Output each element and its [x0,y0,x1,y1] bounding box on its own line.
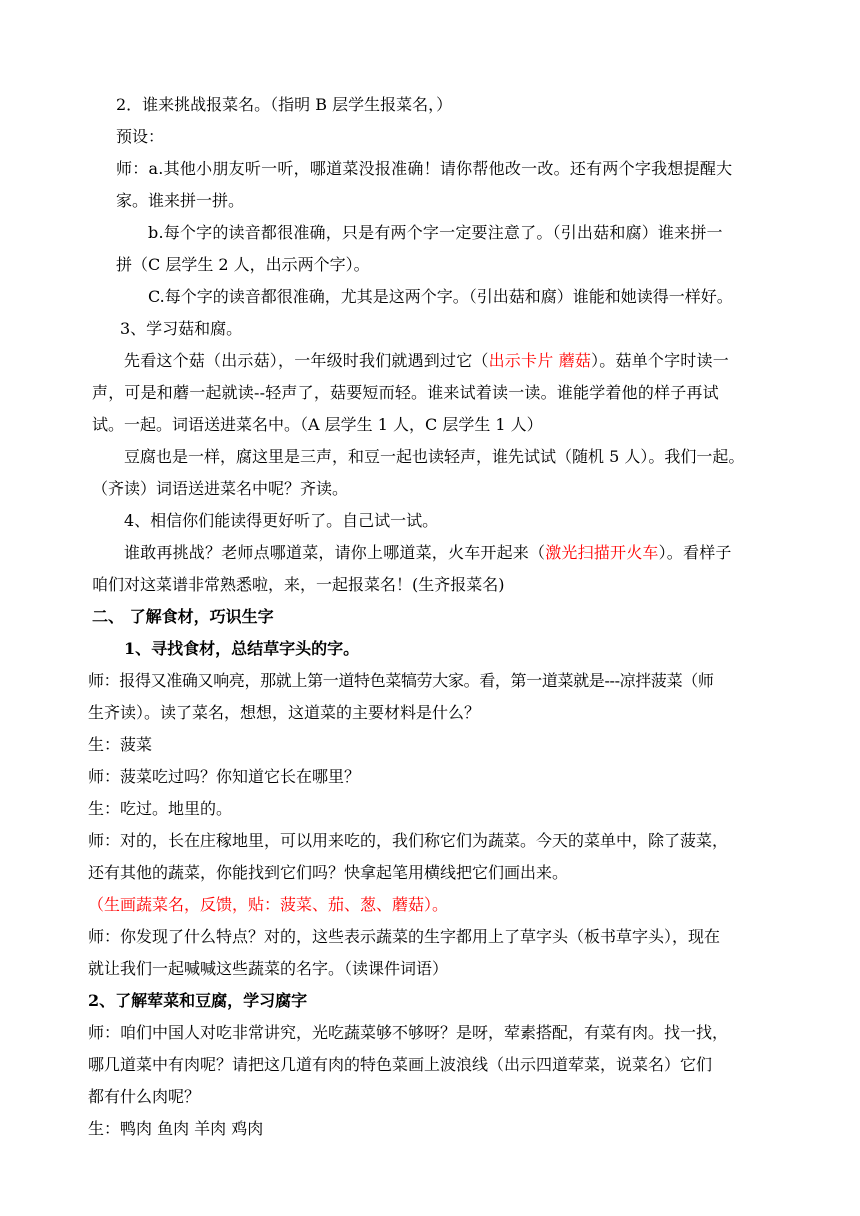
text-line: b.每个字的读音都很准确，只是有两个字一定要注意了。（引出菇和腐）谁来拼一 [148,223,723,242]
text-line: 声，可是和蘑一起就读--轻声了，菇要短而轻。谁来试着读一读。谁能学着他的样子再试 [92,383,719,402]
subsection-heading: 1、寻找食材，总结草字头的字。 [124,639,360,658]
text-line: 试。一起。词语送进菜名中。（A 层学生 1 人，C 层学生 1 人） [92,415,543,434]
text-line: 家。谁来拼一拼。 [116,191,245,210]
text-line: 拼（C 层学生 2 人，出示两个字）。 [116,255,370,274]
text-line: 2．谁来挑战报菜名。（指明 B 层学生报菜名，） [116,95,453,114]
text-span: 谁敢再挑战？老师点哪道菜，请你上哪道菜，火车开起来（ [124,543,546,562]
text-line: 师：菠菜吃过吗？你知道它长在哪里？ [88,767,361,786]
text-line: 就让我们一起喊喊这些蔬菜的名字。（读课件词语） [88,959,449,978]
text-line: 生：吃过。地里的。 [88,799,233,818]
text-span: 先看这个菇（出示菇），一年级时我们就遇到过它（ [124,351,489,370]
section-heading: 4、相信你们能读得更好听了。自己试一试。 [124,511,439,530]
highlight-line: （生画蔬菜名，反馈，贴：菠菜、茄、葱、蘑菇）。 [88,895,449,914]
text-line: 预设： [116,127,165,146]
text-line: 咱们对这菜谱非常熟悉啦，来，一起报菜名！(生齐报菜名) [92,575,505,594]
text-line: 生：菠菜 [88,735,153,754]
text-line: 豆腐也是一样，腐这里是三声，和豆一起也读轻声，谁先试试（随机 5 人）。我们一起。 [124,447,745,466]
text-line: 生：鸭肉 鱼肉 羊肉 鸡肉 [88,1119,264,1138]
text-line: 师：a.其他小朋友听一听，哪道菜没报准确！请你帮他改一改。还有两个字我想提醒大 [116,159,733,178]
subsection-heading: 2、了解荤菜和豆腐，学习腐字 [88,991,308,1010]
text-line: 师：报得又准确又响亮，那就上第一道特色菜犒劳大家。看，第一道菜就是---凉拌菠菜（师 [88,671,714,690]
text-line: 师：对的，长在庄稼地里，可以用来吃的，我们称它们为蔬菜。今天的菜单中，除了菠菜， [88,831,729,850]
text-span: ）。看样子 [658,543,732,562]
text-line: 师：咱们中国人对吃非常讲究，光吃蔬菜够不够呀？是呀，荤素搭配，有菜有肉。找一找， [88,1023,729,1042]
text-line: 哪几道菜中有肉呢？请把这几道有肉的特色菜画上波浪线（出示四道荤菜，说菜名）它们 [88,1055,713,1074]
text-line [124,542,732,564]
section-heading: 二、 了解食材，巧识生字 [92,607,274,626]
text-line: 生齐读）。读了菜名，想想，这道菜的主要材料是什么？ [88,703,481,722]
text-line: （齐读）词语送进菜名中呢？齐读。 [92,479,349,498]
text-line: 师：你发现了什么特点？对的，这些表示蔬菜的生字都用上了草字头（板书草字头），现在 [88,927,721,946]
highlight-text: 激光扫描开火车 [545,543,659,562]
text-line [124,350,729,372]
section-heading: 3、学习菇和腐。 [120,319,243,338]
text-line: 还有其他的蔬菜，你能找到它们吗？快拿起笔用横线把它们画出来。 [88,863,569,882]
text-line: C.每个字的读音都很准确，尤其是这两个字。（引出菇和腐）谁能和她读得一样好。 [148,287,733,306]
text-line: 都有什么肉呢？ [88,1087,201,1106]
text-span: ）。菇单个字时读一 [591,351,729,370]
highlight-text: 出示卡片 蘑菇 [488,351,592,370]
